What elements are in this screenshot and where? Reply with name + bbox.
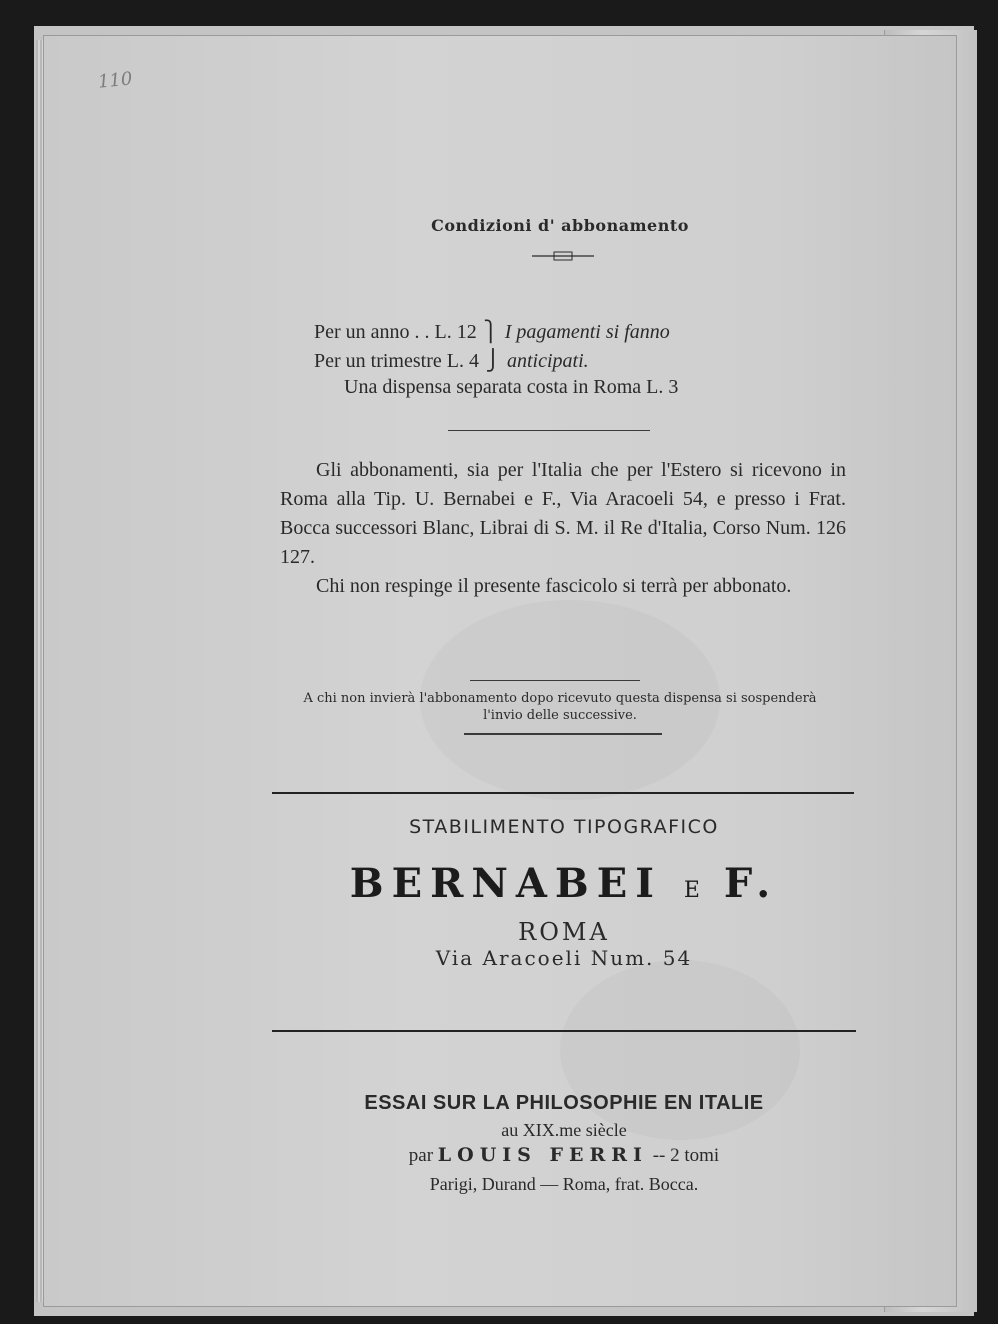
rule-bottom	[272, 1030, 856, 1032]
rule-top	[272, 792, 854, 794]
price-label: Per un anno . . L. 12	[314, 321, 477, 343]
price-row-year	[314, 318, 670, 347]
book-title: ESSAI SUR LA PHILOSOPHIE EN ITALIE	[364, 1092, 764, 1114]
printer-name-main: BERNABEI	[349, 860, 662, 907]
divider	[448, 430, 650, 431]
price-note: anticipati.	[506, 350, 589, 372]
author-name: LOUIS FERRI	[437, 1144, 648, 1166]
printer-name-conj: E	[683, 878, 702, 903]
brace-top-icon: ⎫	[483, 321, 499, 343]
printer-heading: STABILIMENTO TIPOGRAFICO	[409, 816, 719, 838]
info-paragraph: Gli abbonamenti, sia per l'Italia che per l'Estero si ricevono in Roma alla Tip. U. Bernabei e F., Via Aracoeli 54, e presso i Frat. Bocca successori Blanc, Librai di S. M. il Re d'Italia, Corso Num. 126 127.	[280, 459, 846, 568]
printer-name	[272, 860, 856, 907]
subscription-info	[280, 456, 846, 601]
divider	[470, 680, 640, 681]
price-label: Per un trimestre L. 4	[314, 350, 479, 372]
price-note: I pagamenti si fanno	[504, 321, 670, 343]
pencil-annotation: 110	[96, 68, 134, 93]
divider	[464, 733, 662, 735]
author-prefix: par	[408, 1145, 434, 1166]
printer-city: ROMA	[518, 918, 610, 946]
book-subtitle: au XIX.me siècle	[501, 1120, 627, 1140]
suspension-notice: A chi non invierà l'abbonamento dopo ricevuto questa dispensa si sospenderà l'invio delle successive.	[303, 691, 817, 723]
ornament-divider	[528, 250, 598, 262]
subscription-title: Condizioni d' abbonamento	[431, 216, 689, 235]
book-author	[272, 1144, 856, 1167]
book-publishers: Parigi, Durand — Roma, frat. Bocca.	[429, 1174, 699, 1194]
author-suffix: -- 2 tomi	[652, 1145, 720, 1166]
price-list	[314, 318, 670, 376]
price-row-quarter	[314, 347, 670, 376]
info-paragraph: Chi non respinge il presente fascicolo si terrà per abbonato.	[316, 575, 792, 597]
single-issue-price: Una dispensa separata costa in Roma L. 3	[344, 376, 679, 398]
brace-bottom-icon: ⎭	[485, 350, 501, 372]
printer-name-suffix: F.	[723, 860, 779, 907]
printer-address: Via Aracoeli Num. 54	[435, 946, 693, 970]
